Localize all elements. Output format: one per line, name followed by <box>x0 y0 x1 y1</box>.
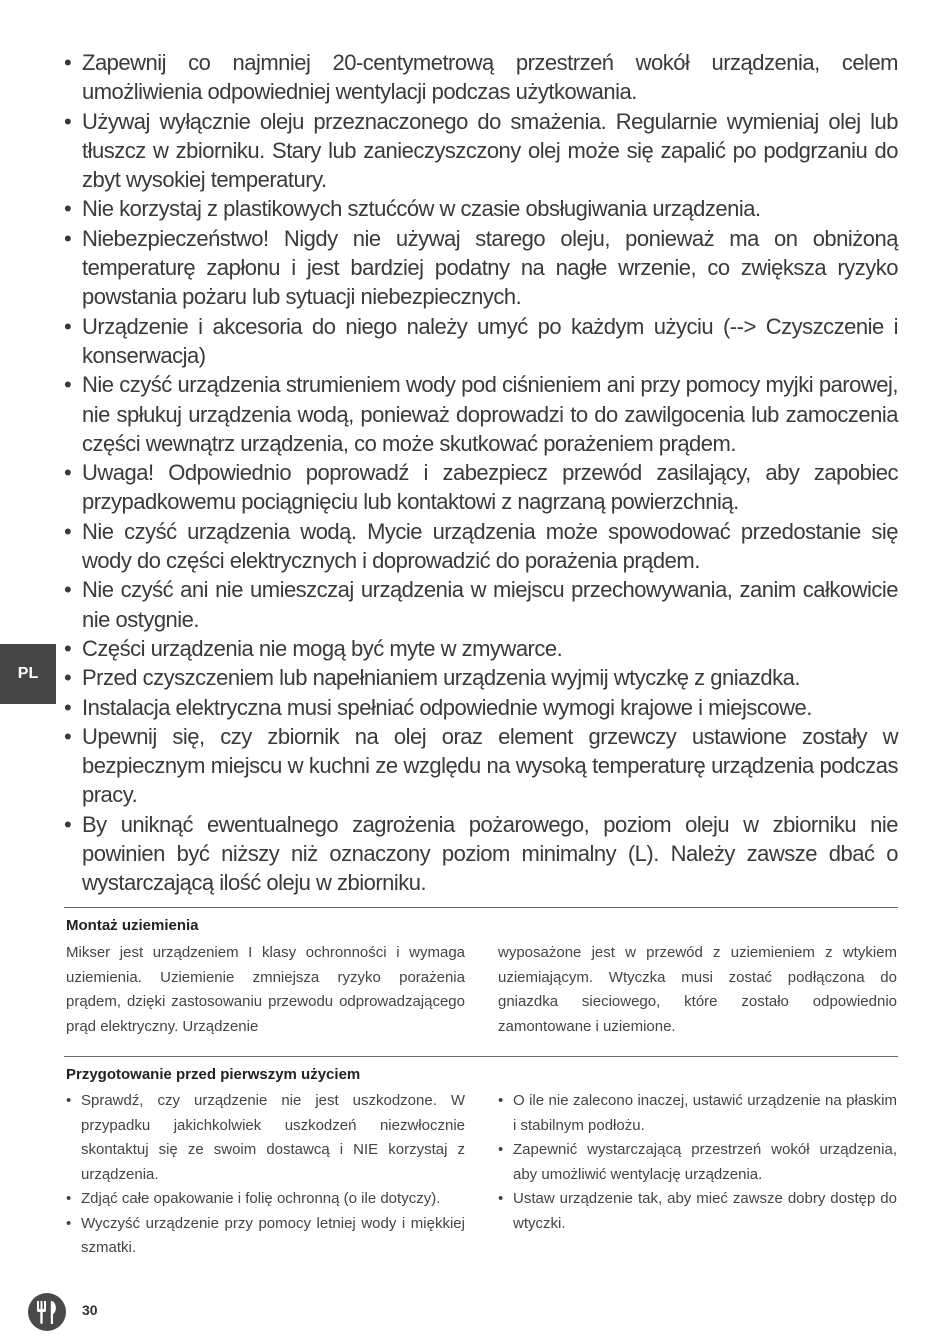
first-use-left-column <box>66 1089 465 1261</box>
safety-instructions-list <box>64 48 898 898</box>
list-item: • Zdjąć całe opakowanie i folię ochronną (o ile dotyczy). <box>66 1187 465 1212</box>
list-item: • Urządzenie i akcesoria do niego należy umyć po każdym użyciu (--> Czyszczenie i konserwacja) <box>64 312 898 371</box>
list-item: • Instalacja elektryczna musi spełniać odpowiednie wymogi krajowe i miejscowe. <box>64 693 898 722</box>
list-item: • Używaj wyłącznie oleju przeznaczonego do smażenia. Regularnie wymieniaj olej lub tłuszcz w zbiorniku. Stary lub zanieczyszczony olej może się zapalić po podgrzaniu do zbyt wysokiej temperatury. <box>64 107 898 195</box>
page-number: 30 <box>82 1302 98 1318</box>
list-item: • Zapewnij co najmniej 20-centymetrową przestrzeń wokół urządzenia, celem umożliwienia odpowiedniej wentylacji podczas użytkowania. <box>64 48 898 107</box>
cutlery-icon <box>28 1293 66 1331</box>
list-item: • Niebezpieczeństwo! Nigdy nie używaj starego oleju, ponieważ ma on obniżoną temperaturę zapłonu i jest bardziej podatny na nagłe wrzenie, co zwiększa ryzyko powstania pożaru lub sytuacji niebezpiecznych. <box>64 224 898 312</box>
grounding-text-left: Mikser jest urządzeniem I klasy ochronności i wymaga uziemienia. Uziemienie zmniejsza ryzyko porażenia prądem, dzięki zastosowaniu przewodu odprowadzającego prąd elektryczny. Urządzenie <box>66 944 465 1035</box>
first-use-left-list <box>66 1089 465 1261</box>
list-item: • Wyczyść urządzenie przy pomocy letniej wody i miękkiej szmatki. <box>66 1212 465 1261</box>
grounding-text-right: wyposażone jest w przewód z uziemieniem z wtykiem uziemiającym. Wtyczka musi zostać podłączona do gniazdka sieciowego, które zostało odpowiednio zamontowane i uziemione. <box>498 944 897 1035</box>
list-item: • Sprawdź, czy urządzenie nie jest uszkodzone. W przypadku jakichkolwiek uszkodzeń niezwłocznie skontaktuj się ze swoim dostawcą i NIE korzystaj z urządzenia. <box>66 1089 465 1187</box>
first-use-right-column <box>498 1089 897 1236</box>
list-item: • Nie czyść urządzenia wodą. Mycie urządzenia może spowodować przedostanie się wody do części elektrycznych i doprowadzić do porażenia prądem. <box>64 517 898 576</box>
grounding-title: Montaż uziemienia <box>66 917 199 934</box>
divider <box>64 1056 898 1057</box>
list-item: • Upewnij się, czy zbiornik na olej oraz element grzewczy ustawione zostały w bezpiecznym miejscu w kuchni ze względu na wysoką temperaturę urządzenia podczas pracy. <box>64 722 898 810</box>
list-item: • Nie korzystaj z plastikowych sztućców w czasie obsługiwania urządzenia. <box>64 194 898 223</box>
list-item: • By uniknąć ewentualnego zagrożenia pożarowego, poziom oleju w zbiorniku nie powinien być niższy niż oznaczony poziom minimalny (L). Należy zawsze dbać o wystarczającą ilość oleju w zbiorniku. <box>64 810 898 898</box>
first-use-title: Przygotowanie przed pierwszym użyciem <box>66 1066 361 1083</box>
list-item: • O ile nie zalecono inaczej, ustawić urządzenie na płaskim i stabilnym podłożu. <box>498 1089 897 1138</box>
list-item: • Zapewnić wystarczającą przestrzeń wokół urządzenia, aby umożliwić wentylację urządzenia. <box>498 1138 897 1187</box>
list-item: • Nie czyść ani nie umieszczaj urządzenia w miejscu przechowywania, zanim całkowicie nie ostygnie. <box>64 575 898 634</box>
list-item: • Przed czyszczeniem lub napełnianiem urządzenia wyjmij wtyczkę z gniazdka. <box>64 663 898 692</box>
list-item: • Części urządzenia nie mogą być myte w zmywarce. <box>64 634 898 663</box>
list-item: • Ustaw urządzenie tak, aby mieć zawsze dobry dostęp do wtyczki. <box>498 1187 897 1236</box>
first-use-right-list <box>498 1089 897 1236</box>
divider <box>64 907 898 908</box>
language-tab: PL <box>0 644 56 704</box>
list-item: • Uwaga! Odpowiednio poprowadź i zabezpiecz przewód zasilający, aby zapobiec przypadkowemu pociągnięciu lub kontaktowi z nagrzaną powierzchnią. <box>64 458 898 517</box>
list-item: • Nie czyść urządzenia strumieniem wody pod ciśnieniem ani przy pomocy myjki parowej, nie spłukuj urządzenia wodą, ponieważ doprowadzi to do zawilgocenia lub zamoczenia części wewnątrz urządzenia, co może skutkować porażeniem prądem. <box>64 370 898 458</box>
